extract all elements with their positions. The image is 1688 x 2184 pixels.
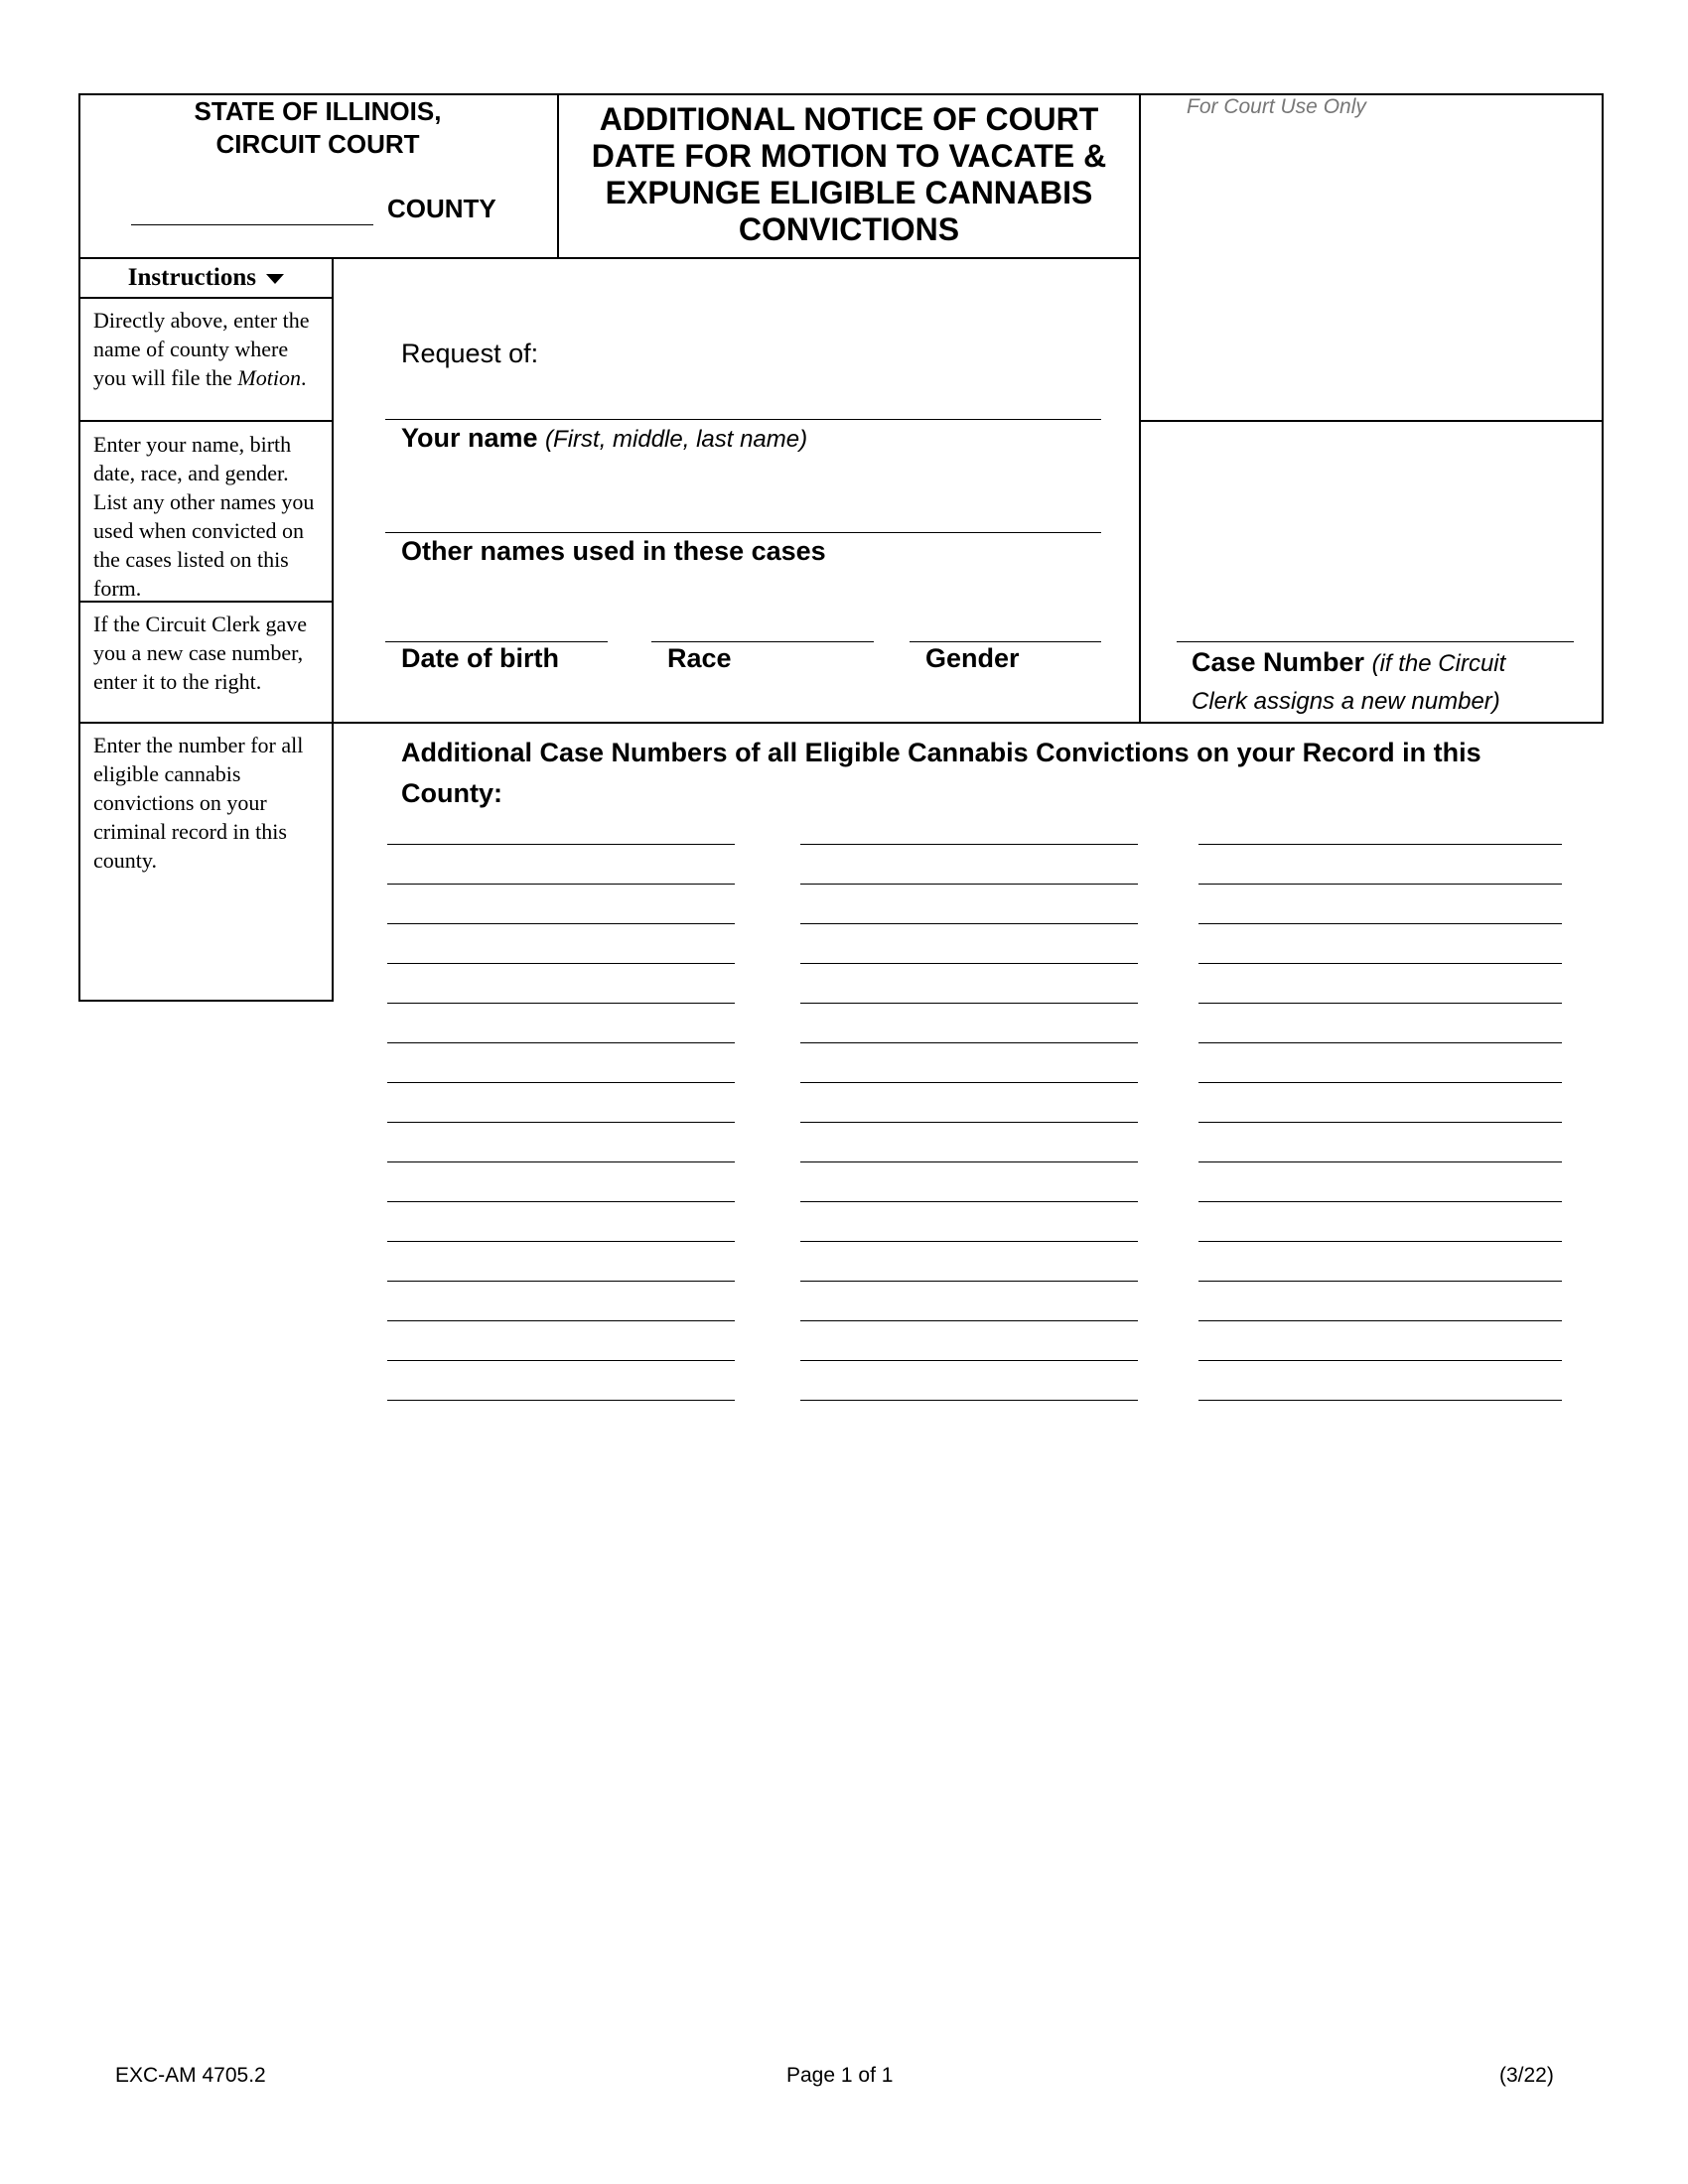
case-number-input-line[interactable] — [800, 923, 1138, 924]
instruction-name: Enter your name, birth date, race, and gender. List any other names you used when convicted on the cases listed on this form. — [93, 432, 315, 601]
instruction-additional-cases: Enter the number for all eligible cannabis convictions on your criminal record in this county. — [93, 733, 304, 873]
race-input-line[interactable] — [651, 641, 874, 642]
case-number-input-line[interactable] — [387, 1201, 735, 1202]
case-number-input-line[interactable] — [800, 1281, 1138, 1282]
case-number-input-line[interactable] — [387, 1122, 735, 1123]
revision-date: (3/22) — [1499, 2064, 1554, 2087]
instruction-county: Directly above, enter the name of county where you will file the Motion. — [93, 308, 310, 390]
court-name — [78, 95, 557, 161]
case-number-input-line[interactable] — [800, 1082, 1138, 1083]
case-number-input-line[interactable] — [387, 884, 735, 885]
instructions-heading-bottom — [78, 297, 334, 299]
case-number-input-line[interactable] — [800, 1320, 1138, 1321]
your-name-label: Your name (First, middle, last name) — [401, 423, 808, 453]
instructions-divider-1 — [78, 420, 334, 422]
case-number-input-line[interactable] — [800, 963, 1138, 964]
dob-label: Date of birth — [401, 643, 559, 673]
case-number-input-line[interactable] — [387, 1003, 735, 1004]
title-line-1: ADDITIONAL NOTICE OF COURT — [599, 101, 1099, 137]
case-number-input-line[interactable] — [387, 1320, 735, 1321]
county-input-line[interactable] — [131, 224, 373, 225]
instructions-divider-3 — [78, 722, 334, 724]
case-number-input-line[interactable] — [1198, 884, 1562, 885]
case-number-input-line[interactable] — [1177, 641, 1574, 642]
case-number-input-line[interactable] — [1198, 1003, 1562, 1004]
page-number: Page 1 of 1 — [786, 2064, 894, 2087]
case-number-input-line[interactable] — [1198, 1161, 1562, 1162]
court-line-1: STATE OF ILLINOIS, — [194, 96, 442, 126]
case-number-input-line[interactable] — [1198, 1360, 1562, 1361]
case-number-input-line[interactable] — [800, 1360, 1138, 1361]
gender-label: Gender — [925, 643, 1020, 673]
case-number-input-line[interactable] — [800, 1201, 1138, 1202]
case-number-input-line[interactable] — [800, 1042, 1138, 1043]
name-input-line[interactable] — [385, 419, 1101, 420]
other-names-input-line[interactable] — [385, 532, 1101, 533]
case-number-input-line[interactable] — [1198, 1082, 1562, 1083]
title-line-3: EXPUNGE ELIGIBLE CANNABIS — [605, 175, 1093, 210]
title-line-4: CONVICTIONS — [738, 211, 960, 247]
gender-input-line[interactable] — [910, 641, 1101, 642]
case-number-input-line[interactable] — [1198, 923, 1562, 924]
case-number-input-line[interactable] — [1198, 844, 1562, 845]
form-id: EXC-AM 4705.2 — [115, 2064, 266, 2087]
court-line-2: CIRCUIT COURT — [215, 129, 420, 159]
case-number-input-line[interactable] — [1198, 1400, 1562, 1401]
case-number-input-line[interactable] — [800, 1003, 1138, 1004]
instructions-heading — [78, 264, 334, 292]
header-bottom-border — [78, 257, 1141, 259]
race-label: Race — [667, 643, 732, 673]
outer-border-right — [1602, 93, 1604, 723]
form-title — [559, 101, 1139, 248]
case-number-input-line[interactable] — [1198, 1201, 1562, 1202]
case-number-input-line[interactable] — [800, 1161, 1138, 1162]
request-of-label: Request of: — [401, 339, 539, 368]
case-number-input-line[interactable] — [387, 1042, 735, 1043]
main-section-bottom — [332, 722, 1604, 724]
case-number-input-line[interactable] — [1198, 1122, 1562, 1123]
court-use-label: For Court Use Only — [1187, 95, 1366, 118]
case-number-label: Case Number (if the Circuit Clerk assigns a new number) — [1192, 647, 1506, 715]
caret-down-icon — [266, 274, 284, 284]
case-number-input-line[interactable] — [387, 1360, 735, 1361]
header-divider-2 — [1139, 93, 1141, 723]
case-number-input-line[interactable] — [1198, 1241, 1562, 1242]
case-number-input-line[interactable] — [387, 963, 735, 964]
case-number-input-line[interactable] — [387, 1400, 735, 1401]
case-number-input-line[interactable] — [387, 1281, 735, 1282]
case-number-input-line[interactable] — [387, 1241, 735, 1242]
case-number-input-line[interactable] — [800, 844, 1138, 845]
instructions-right-border — [332, 257, 334, 1002]
case-number-input-line[interactable] — [1198, 1042, 1562, 1043]
case-number-input-line[interactable] — [800, 884, 1138, 885]
additional-cases-heading: Additional Case Numbers of all Eligible Cannabis Convictions on your Record in this County: — [401, 738, 1481, 808]
case-number-input-line[interactable] — [387, 1082, 735, 1083]
instruction-case-number: If the Circuit Clerk gave you a new case number, enter it to the right. — [93, 612, 308, 694]
case-number-input-line[interactable] — [1198, 1281, 1562, 1282]
other-names-label: Other names used in these cases — [401, 536, 826, 566]
case-number-input-line[interactable] — [1198, 963, 1562, 964]
case-number-input-line[interactable] — [1198, 1320, 1562, 1321]
county-label: COUNTY — [387, 194, 496, 223]
case-number-input-line[interactable] — [800, 1241, 1138, 1242]
instructions-heading-text: Instructions — [127, 264, 256, 291]
outer-border-left-top — [78, 93, 80, 1002]
case-number-input-line[interactable] — [800, 1400, 1138, 1401]
dob-input-line[interactable] — [385, 641, 608, 642]
court-use-divider — [1139, 420, 1604, 422]
case-number-input-line[interactable] — [800, 1122, 1138, 1123]
case-number-input-line[interactable] — [387, 1161, 735, 1162]
instructions-bottom-border — [78, 1000, 334, 1002]
case-number-input-line[interactable] — [387, 923, 735, 924]
title-line-2: DATE FOR MOTION TO VACATE & — [591, 138, 1107, 174]
case-number-input-line[interactable] — [387, 844, 735, 845]
